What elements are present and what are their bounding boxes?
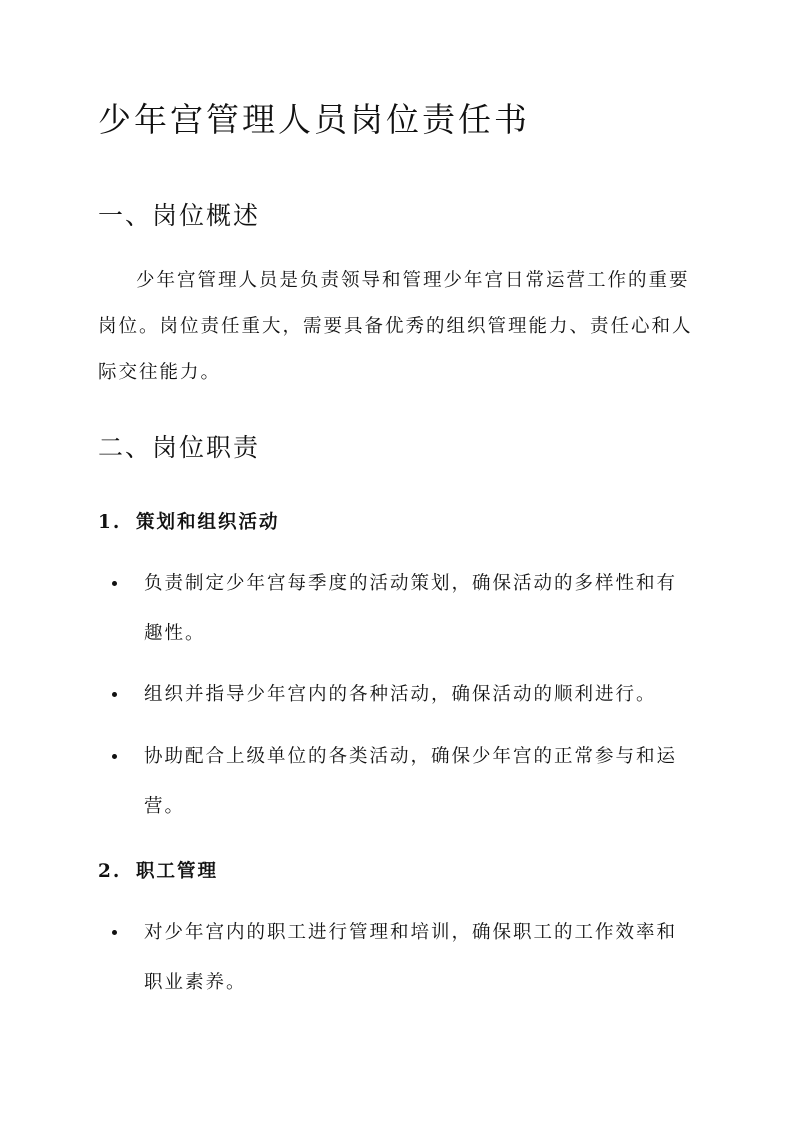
bullet-icon: [112, 754, 117, 759]
subsection-number: 2.: [98, 861, 122, 882]
bullet-icon: [112, 930, 117, 935]
document-title: 少年宫管理人员岗位责任书: [98, 100, 530, 139]
section-heading-overview: 一、岗位概述: [98, 201, 261, 230]
list-item-text: 负责制定少年宫每季度的活动策划，确保活动的多样性和有趣性。: [144, 573, 678, 644]
section-heading-duties: 二、岗位职责: [98, 433, 261, 462]
subsection-title: 职工管理: [136, 861, 219, 882]
bullet-icon: [112, 692, 117, 697]
subsection-heading-staff: [98, 857, 218, 883]
list-item-text: 协助配合上级单位的各类活动，确保少年宫的正常参与和运营。: [144, 746, 678, 817]
overview-paragraph-text: 少年宫管理人员是负责领导和管理少年宫日常运营工作的重要岗位。岗位责任重大，需要具备优秀的组织管理能力、责任心和人际交往能力。: [98, 270, 693, 383]
subsection-title: 策划和组织活动: [136, 512, 280, 533]
overview-paragraph: [98, 258, 708, 396]
list-item: [112, 732, 692, 832]
subsection-number: 1.: [98, 512, 122, 533]
subsection-heading-activities: [98, 508, 280, 534]
list-item-text: 对少年宫内的职工进行管理和培训，确保职工的工作效率和职业素养。: [144, 922, 678, 993]
list-item: [112, 908, 692, 1008]
list-item: [112, 559, 692, 659]
list-item: [112, 670, 692, 720]
bullet-icon: [112, 581, 117, 586]
list-item-text: 组织并指导少年宫内的各种活动，确保活动的顺利进行。: [144, 684, 657, 705]
